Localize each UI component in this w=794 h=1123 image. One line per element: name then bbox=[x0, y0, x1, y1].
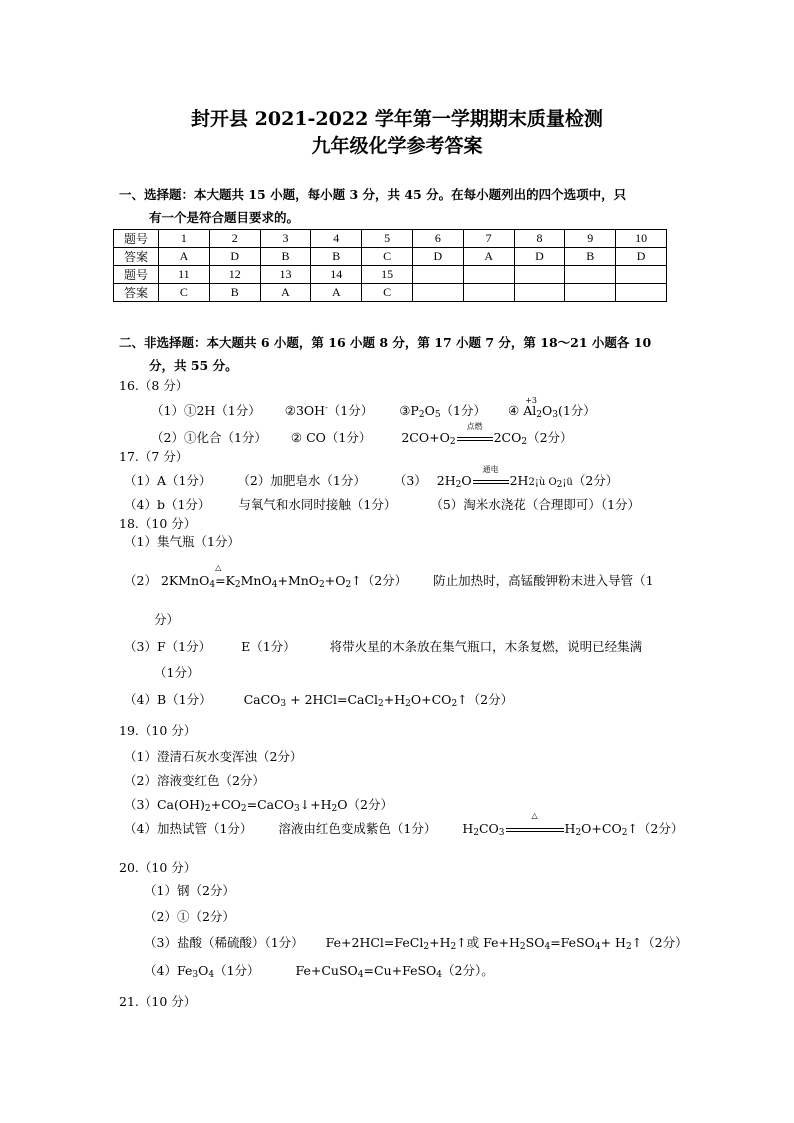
q16-1b: ②3OH-（1分） bbox=[284, 403, 374, 418]
table-cell: 10 bbox=[616, 230, 667, 248]
table-cell: 3 bbox=[260, 230, 311, 248]
q16-1d: ④ +3 $Al_2O_3(1$分） bbox=[507, 396, 596, 420]
table-row-questions-1 bbox=[114, 230, 667, 248]
q18-line1: （1）集气瓶（1分） bbox=[124, 534, 240, 549]
section1-heading-line2: 有一个是符合题目要求的。 bbox=[149, 210, 300, 225]
table-cell: B bbox=[209, 284, 260, 302]
table-cell: A bbox=[463, 248, 514, 266]
q21-label: 21.（10 分） bbox=[119, 994, 197, 1009]
table-cell: 4 bbox=[311, 230, 362, 248]
q17-1c: （3） bbox=[393, 473, 427, 488]
page-title-line2: 九年级化学参考答案 bbox=[311, 135, 483, 157]
table-cell: 11 bbox=[159, 266, 210, 284]
table-row-answers-2 bbox=[114, 284, 667, 302]
table-cell: B bbox=[565, 248, 616, 266]
q20-line1: （1）钢（2分） bbox=[144, 883, 235, 898]
table-cell bbox=[565, 284, 616, 302]
q17-1c-equation: $2H_2O$ 通电 2H2¡ù $O_2¡ü(2$分） bbox=[436, 465, 619, 490]
table-cell: A bbox=[311, 284, 362, 302]
q20-line3 bbox=[144, 935, 688, 951]
row-label-question: 题号 bbox=[114, 266, 159, 284]
q18-4a: （4）B（1分） bbox=[124, 692, 212, 707]
q17-line2 bbox=[124, 497, 640, 513]
q16-2c-equation: $2CO+O_2$ 点燃 $2CO_2(2$分） bbox=[401, 422, 573, 447]
table-cell bbox=[412, 266, 463, 284]
table-cell bbox=[616, 284, 667, 302]
table-cell: 1 bbox=[159, 230, 210, 248]
table-cell: 13 bbox=[260, 266, 311, 284]
table-cell: C bbox=[362, 248, 413, 266]
table-cell: 14 bbox=[311, 266, 362, 284]
table-cell bbox=[565, 266, 616, 284]
q17-line1 bbox=[124, 465, 619, 491]
table-cell: 5 bbox=[362, 230, 413, 248]
q17-1b: （2）加肥皂水（1分） bbox=[237, 473, 366, 488]
q20-line4 bbox=[144, 963, 494, 979]
q19-line3: $(3)Ca(OH)_2+CO_2=CaCO_3↓+H_2O(2$分） bbox=[124, 797, 393, 814]
q20-4a: $(4)Fe_3O_4(1$分） bbox=[144, 963, 260, 980]
q18-3b: E（1分） bbox=[241, 639, 296, 654]
section1-heading-line1: 一、选择题：本大题共 15 小题，每小题 3 分，共 45 分。在每小题列出的四个选项中，只 bbox=[119, 187, 627, 202]
table-cell: C bbox=[362, 284, 413, 302]
table-cell: 2 bbox=[209, 230, 260, 248]
q20-3a: （3）盐酸（稀硫酸）（1分） bbox=[144, 935, 304, 950]
answer-table bbox=[113, 229, 667, 302]
table-cell: C bbox=[159, 284, 210, 302]
q18-2-text: 防止加热时，高锰酸钾粉末进入导管（1 bbox=[433, 573, 654, 588]
row-label-answer: 答案 bbox=[114, 248, 159, 266]
table-cell: 15 bbox=[362, 266, 413, 284]
q20-line2: （2）①（2分） bbox=[144, 909, 235, 924]
q16-1c: $③P_2O_5(1$分） bbox=[399, 403, 486, 420]
table-cell: 12 bbox=[209, 266, 260, 284]
table-cell: D bbox=[514, 248, 565, 266]
table-cell: 9 bbox=[565, 230, 616, 248]
table-cell: 8 bbox=[514, 230, 565, 248]
q16-2a: （2）①化合（1分） bbox=[151, 430, 267, 445]
table-cell bbox=[463, 266, 514, 284]
q18-line2-cont: 分） bbox=[154, 612, 180, 627]
table-cell bbox=[412, 284, 463, 302]
q19-4a: （4）加热试管（1分） bbox=[124, 821, 253, 836]
table-cell bbox=[514, 284, 565, 302]
q17-2b: 与氧气和水同时接触（1分） bbox=[238, 497, 397, 512]
table-cell: A bbox=[260, 284, 311, 302]
page-title-line1: 封开县 2021-2022 学年第一学期期末质量检测 bbox=[191, 108, 603, 130]
q19-4b: 溶液由红色变成紫色（1分） bbox=[278, 821, 437, 836]
q18-4b-equation: CaCO$_3$ + $2HCl=CaCl_2+H_2O+CO_2↑(2$分） bbox=[243, 692, 514, 709]
table-row-answers-1 bbox=[114, 248, 667, 266]
q17-label: 17.（7 分） bbox=[119, 449, 189, 464]
table-cell: D bbox=[209, 248, 260, 266]
q16-line1 bbox=[151, 396, 596, 420]
q20-3b-equation: $Fe+2HCl=FeCl_2+H_2↑$或 $Fe+H_2SO_4=FeSO_4+$ $H_2↑(2$分） bbox=[325, 935, 688, 952]
table-cell bbox=[514, 266, 565, 284]
q18-2-equation: 2KMnO$_4$ △ $=K_2MnO_4+MnO_2+O_2↑(2$分） bbox=[160, 563, 408, 590]
row-label-answer: 答案 bbox=[114, 284, 159, 302]
table-cell: B bbox=[311, 248, 362, 266]
q16-1a: （1）①2H（1分） bbox=[151, 403, 261, 418]
table-cell: 6 bbox=[412, 230, 463, 248]
table-cell: D bbox=[412, 248, 463, 266]
table-cell bbox=[616, 266, 667, 284]
q17-1a: （1）A（1分） bbox=[124, 473, 212, 488]
q20-4b-equation: Fe+CuSO$_4$=Cu+FeSO$_4$（2分）。 bbox=[295, 963, 494, 980]
q19-line4 bbox=[124, 811, 684, 838]
table-cell bbox=[463, 284, 514, 302]
q18-line4 bbox=[124, 692, 513, 708]
table-cell: D bbox=[616, 248, 667, 266]
row-label-question: 题号 bbox=[114, 230, 159, 248]
q17-2c: （5）淘米水浇花（合理即可）（1分） bbox=[430, 497, 641, 512]
q16-line2 bbox=[151, 422, 573, 447]
q19-label: 19.（10 分） bbox=[119, 723, 197, 738]
q20-label: 20.（10 分） bbox=[119, 860, 197, 875]
q17-2a: （4）b（1分） bbox=[124, 497, 211, 512]
q19-4c-equation: $H_2CO_3$ △ $H_2O+CO_2↑(2$分） bbox=[462, 811, 684, 838]
q19-line1: （1）澄清石灰水变浑浊（2分） bbox=[124, 749, 303, 764]
table-cell: A bbox=[159, 248, 210, 266]
table-cell: 7 bbox=[463, 230, 514, 248]
section2-heading-line1: 二、非选择题：本大题共 6 小题，第 16 小题 8 分，第 17 小题 7 分，第 18～21 小题各 10 bbox=[119, 335, 652, 350]
q18-3c: 将带火星的木条放在集气瓶口，木条复燃，说明已经集满 bbox=[329, 639, 643, 654]
q18-label: 18.（10 分） bbox=[119, 516, 197, 531]
q18-2-prefix: （2） bbox=[124, 573, 157, 588]
q18-line3 bbox=[124, 639, 642, 655]
section2-heading-line2: 分，共 55 分。 bbox=[149, 358, 238, 373]
q19-line2: （2）溶液变红色（2分） bbox=[124, 773, 265, 788]
q18-line2 bbox=[124, 563, 654, 590]
q18-3a: （3）F（1分） bbox=[124, 639, 212, 654]
q16-2b: ② CO（1分） bbox=[290, 430, 372, 445]
table-cell: B bbox=[260, 248, 311, 266]
q16-label: 16.（8 分） bbox=[119, 378, 189, 393]
q18-line3-cont: （1分） bbox=[154, 665, 200, 680]
table-row-questions-2 bbox=[114, 266, 667, 284]
